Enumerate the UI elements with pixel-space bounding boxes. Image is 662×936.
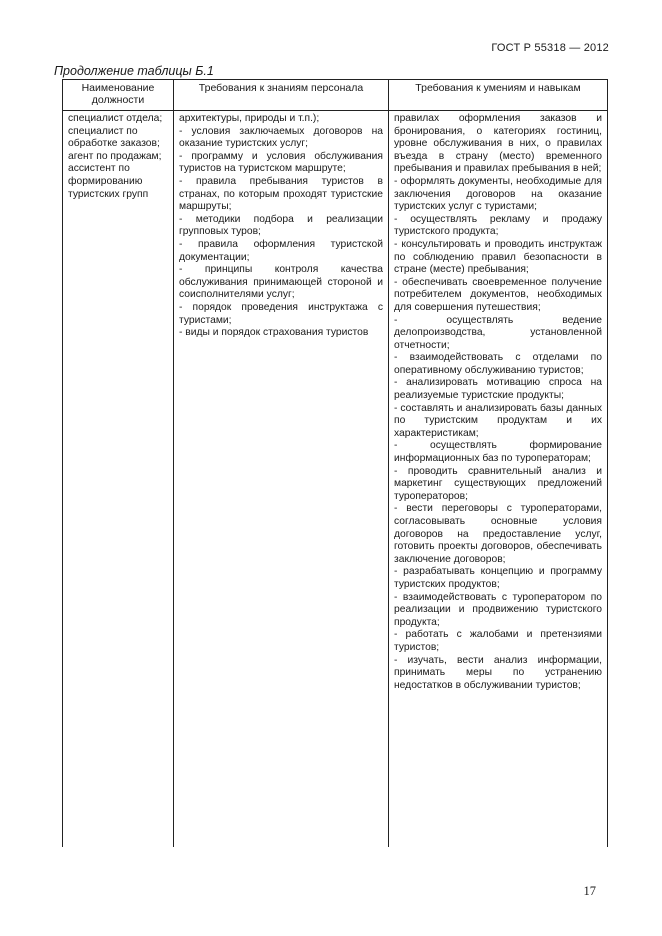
position-entry: агент по продажам; bbox=[68, 150, 162, 162]
skill-entry: - осуществлять рекламу и продажу туристского продукта; bbox=[394, 213, 602, 238]
skill-entry: - разрабатывать концепцию и программу туристских продуктов; bbox=[394, 566, 602, 590]
knowledge-entry: - правила пребывания туристов в странах, по которым проходят туристские маршруты; bbox=[179, 175, 383, 213]
table-caption: Продолжение таблицы Б.1 bbox=[54, 64, 214, 78]
skill-entry: - осуществлять формирование информационных баз по туроператорам; bbox=[394, 440, 602, 465]
column-header-knowledge: Требования к знаниям персонала bbox=[174, 80, 389, 111]
column-header-position: Наименование должности bbox=[63, 80, 174, 111]
skills-cell bbox=[389, 111, 608, 848]
position-entry: специалист отдела; bbox=[68, 113, 163, 124]
knowledge-entry: - программу и условия обслуживания туристов на туристском маршруте; bbox=[179, 150, 383, 175]
knowledge-entry: - виды и порядок страхования туристов bbox=[179, 327, 369, 339]
position-entry: специалист по обработке заказов; bbox=[68, 125, 160, 150]
knowledge-entry: архитектуры, природы и т.п.); bbox=[179, 113, 320, 124]
skill-entry: - взаимодействовать с отделами по оперативному обслуживанию туристов; bbox=[394, 352, 602, 376]
skill-entry: - работать с жалобами и претензиями туристов; bbox=[394, 629, 602, 653]
document-header: ГОСТ Р 55318 — 2012 bbox=[491, 42, 609, 54]
table-row bbox=[63, 111, 608, 848]
knowledge-entry: - правила оформления туристской документации; bbox=[179, 238, 383, 263]
skill-entry: - взаимодействовать с туроператором по реализации и продвижению туристского продукта; bbox=[394, 591, 602, 628]
knowledge-entry: - условия заключаемых договоров на оказание туристских услуг; bbox=[179, 125, 383, 150]
skill-entry: - консультировать и проводить инструктаж по соблюдению правил безопасности в стране (месте) пребывания; bbox=[394, 238, 602, 276]
knowledge-cell bbox=[174, 111, 389, 848]
skill-entry: - проводить сравнительный анализ и маркетинг существующих предложений туроператоров; bbox=[394, 465, 602, 502]
skill-entry: - обеспечивать своевременное получение потребителем документов, необходимых для совершения путешествия; bbox=[394, 276, 602, 313]
skill-entry: правилах оформления заказов и бронирования, о категориях гостиниц, уровне обслуживания в них, о правилах въезда в страну (место) временного пребывания и правилах пребывания в ней; bbox=[394, 113, 602, 175]
requirements-table bbox=[62, 79, 608, 847]
skill-entry: - вести переговоры с туроператорами, согласовывать основные условия договоров на предоставление услуг, готовить проекты договоров, обеспечивать заключение договоров; bbox=[394, 503, 602, 565]
position-cell bbox=[63, 111, 174, 848]
knowledge-entry: - принципы контроля качества обслуживания принимающей стороной и соисполнителями услуг; bbox=[179, 264, 383, 301]
knowledge-entry: - методики подбора и реализации групповых туров; bbox=[179, 213, 383, 238]
knowledge-entry: - порядок проведения инструктажа с туристами; bbox=[179, 301, 383, 326]
skill-entry: - составлять и анализировать базы данных по туристским продуктам и их характеристикам; bbox=[394, 402, 602, 439]
position-entry: ассистент по формированию туристских групп bbox=[68, 163, 149, 200]
skill-entry: - осуществлять ведение делопроизводства, установленной отчетности; bbox=[394, 314, 602, 351]
skill-entry: - анализировать мотивацию спроса на реализуемые туристские продукты; bbox=[394, 377, 602, 402]
skill-entry: - оформлять документы, необходимые для заключения договоров на оказание туристских услуг с туристами; bbox=[394, 175, 602, 213]
page-number: 17 bbox=[583, 884, 596, 898]
column-header-skills: Требования к умениям и навыкам bbox=[389, 80, 608, 111]
skill-entry: - изучать, вести анализ информации, принимать меры по устранению недостатков в обслуживании туристов; bbox=[394, 654, 602, 691]
table-header-row bbox=[63, 80, 608, 111]
